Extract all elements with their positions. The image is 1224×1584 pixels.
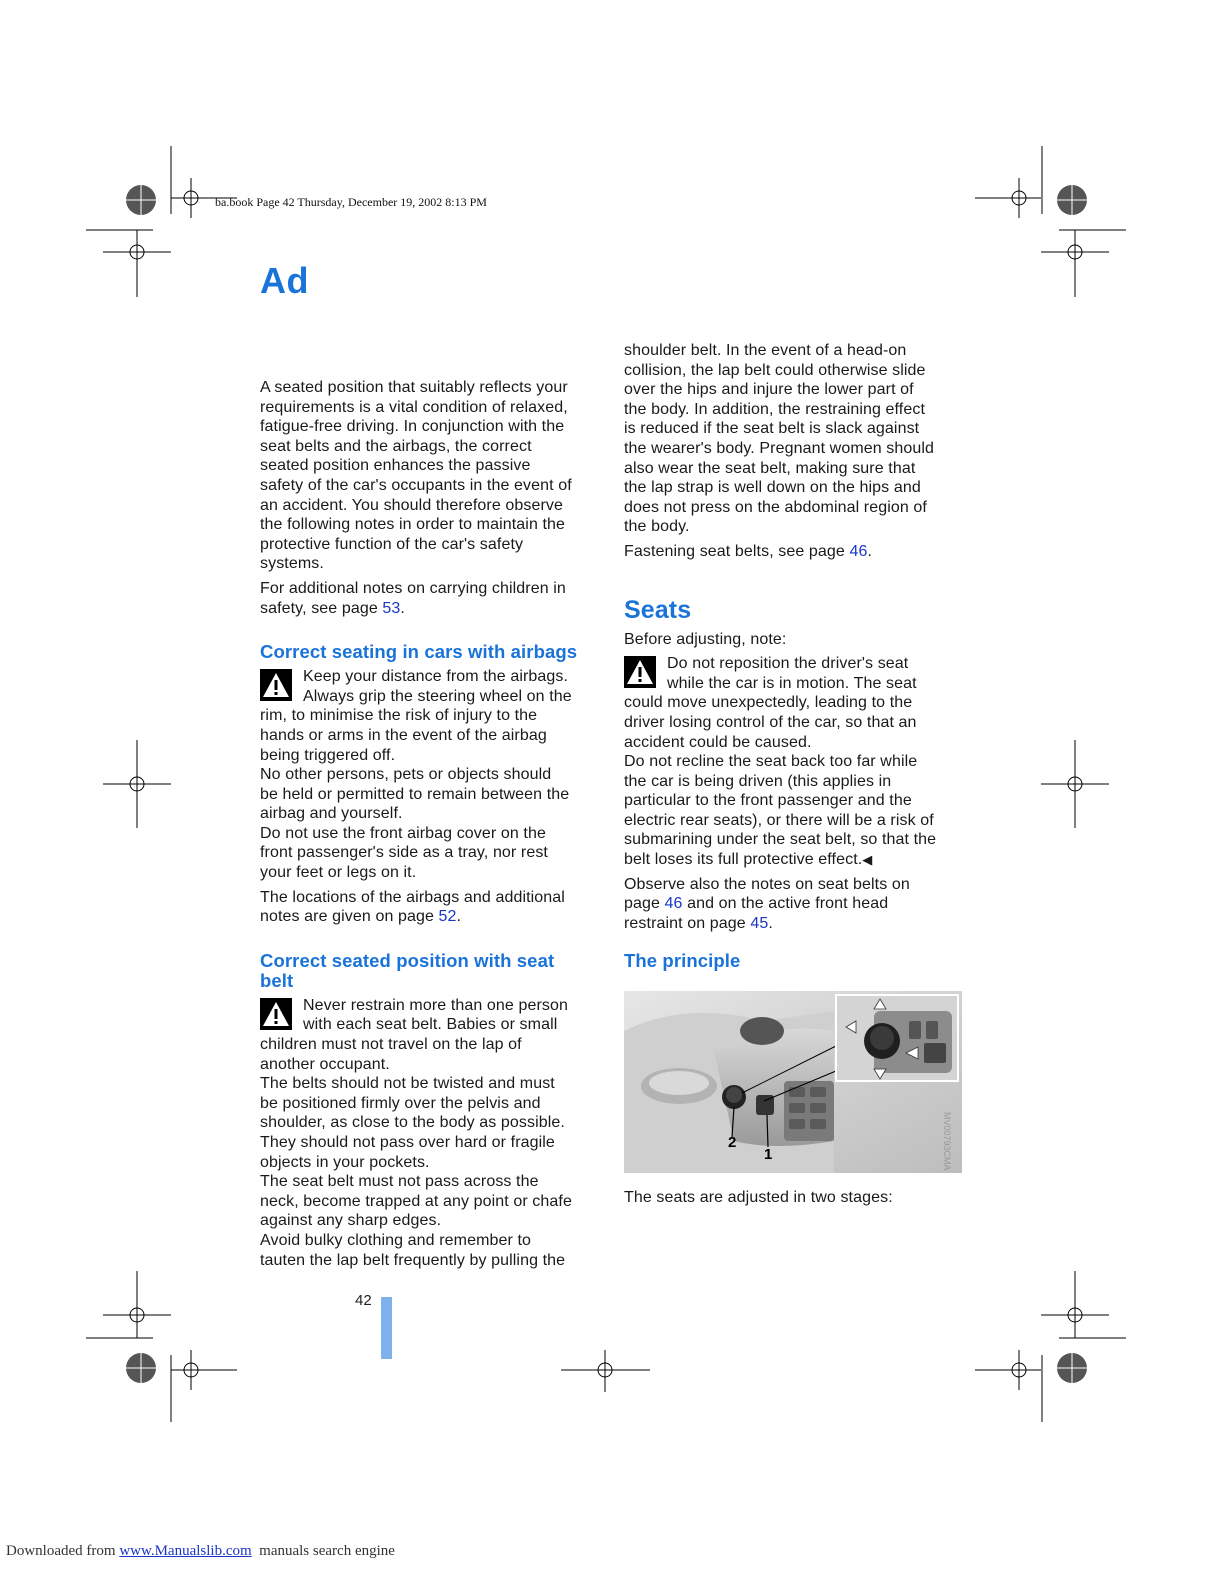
right-column — [624, 341, 962, 971]
warning-line — [624, 850, 962, 870]
heading-airbags: Correct seating in cars with airbags — [260, 641, 578, 663]
warning-line: your feet or legs on it. — [260, 864, 417, 882]
observe-text: and on the active front head — [682, 895, 889, 913]
warning-line: Avoid bulky clothing and remember to — [260, 1231, 532, 1249]
warning-line: being triggered off. — [260, 746, 396, 764]
warning-line: hands or arms in the event of the airbag — [260, 726, 547, 744]
figure-label-1: 1 — [764, 1146, 773, 1163]
period: . — [867, 542, 873, 560]
observe-text: page — [624, 895, 665, 913]
heading-line: Correct seated position with seat — [260, 949, 555, 971]
intro-line: the following notes in order to maintain the — [260, 516, 566, 534]
warning-icon — [260, 669, 292, 701]
intro-line: seat belts and the airbags, the correct — [260, 437, 532, 455]
text-line: shoulder belt. In the event of a head-on — [624, 342, 907, 359]
text-line: collision, the lap belt could otherwise slide — [624, 361, 926, 379]
text-line: the body. — [624, 518, 690, 536]
intro-line: seated position enhances the passive — [260, 457, 531, 475]
warning-line: rim, to minimise the risk of injury to the — [260, 707, 538, 725]
heading-principle: The principle — [624, 950, 741, 972]
text-line: is reduced if the seat belt is slack against — [624, 420, 920, 438]
children-line — [260, 599, 598, 619]
figure-label-2: 2 — [728, 1134, 737, 1151]
locations-line: The locations of the airbags and additional — [260, 888, 565, 906]
text-line: the wearer's body. Pregnant women should — [624, 439, 935, 457]
heading-seat-belt — [260, 951, 598, 991]
warning-line: accident could be caused. — [624, 733, 812, 751]
before-adjusting: Before adjusting, note: — [624, 630, 787, 648]
page-link-52[interactable]: 52 — [438, 908, 457, 926]
warning-icon — [260, 998, 292, 1030]
airbag-locations-paragraph — [260, 888, 598, 927]
warning-line: another occupant. — [260, 1055, 390, 1073]
fastening-text: Fastening seat belts, see page — [624, 542, 850, 560]
page-link-53[interactable]: 53 — [382, 599, 401, 617]
footer-tagline: manuals search engine — [251, 1543, 395, 1559]
intro-line: an accident. You should therefore observe — [260, 496, 563, 514]
text-line: also wear the seat belt, making sure that — [624, 459, 916, 477]
period: . — [768, 914, 773, 932]
warning-line: airbag and yourself. — [260, 805, 403, 823]
text-line: over the hips and injure the lower part of — [624, 381, 914, 399]
observe-line — [624, 914, 962, 934]
warning-line: while the car is in motion. The seat — [667, 674, 917, 692]
warning-line: Never restrain more than one person — [303, 996, 568, 1014]
warning-line: Always grip the steering wheel on the — [303, 687, 572, 705]
belt-warning — [260, 996, 598, 1270]
footer — [6, 1543, 395, 1560]
warning-line: children must not travel on the lap of — [260, 1036, 522, 1054]
seat-controls-figure — [624, 991, 962, 1173]
warning-line: They should not pass over hard or fragile — [260, 1134, 555, 1151]
left-column — [260, 378, 598, 1270]
locations-line — [260, 907, 598, 927]
warning-line: Keep your distance from the airbags. — [303, 668, 569, 686]
two-stages-text: The seats are adjusted in two stages: — [624, 1189, 893, 1206]
observe-paragraph — [624, 875, 962, 934]
warning-line: electric rear seats), or there will be a risk of — [624, 811, 934, 829]
locations-text: notes are given on page — [260, 908, 439, 926]
warning-text: belt loses its full protective effect. — [624, 851, 863, 869]
warning-line: could move unexpectedly, leading to the — [624, 694, 913, 712]
seat-warning — [624, 654, 962, 870]
manualslib-link[interactable]: www.Manualslib.com — [119, 1543, 252, 1559]
warning-line: particular to the front passenger and the — [624, 792, 912, 810]
airbag-warning — [260, 667, 598, 883]
intro-line: safety of the car's occupants in the event of — [260, 476, 572, 494]
warning-line: front passenger's side as a tray, nor rest — [260, 844, 548, 862]
warning-line: with each seat belt. Babies or small — [303, 1016, 558, 1034]
observe-line — [624, 894, 962, 914]
warning-line: shoulder, as close to the body as possible. — [260, 1114, 565, 1132]
warning-line: The belts should not be twisted and must — [260, 1075, 555, 1093]
warning-line: neck, become trapped at any point or chafe — [260, 1192, 572, 1210]
period: . — [400, 599, 405, 617]
page-number: 42 — [355, 1292, 372, 1309]
warning-line: objects in your pockets. — [260, 1153, 430, 1171]
warning-icon — [624, 656, 656, 688]
warning-line: submarining under the seat belt, so that the — [624, 831, 937, 849]
text-line: the body. In addition, the restraining effect — [624, 400, 925, 418]
warning-line: tauten the lap belt frequently by pulling the — [260, 1251, 566, 1269]
warning-line: Do not use the front airbag cover on the — [260, 824, 546, 842]
warning-line: Do not reposition the driver's seat — [667, 655, 909, 673]
belt-continued-paragraph — [624, 341, 962, 537]
intro-line: A seated position that suitably reflects your — [260, 379, 568, 396]
footer-text: Downloaded from — [6, 1543, 120, 1559]
book-header: ba.book Page 42 Thursday, December 19, 2002 8:13 PM — [215, 195, 487, 209]
warning-line: be held or permitted to remain between the — [260, 785, 570, 803]
period: . — [456, 908, 462, 926]
page-link-46[interactable]: 46 — [849, 542, 868, 560]
warning-line: No other persons, pets or objects should — [260, 766, 552, 784]
chapter-title: Ad — [260, 260, 309, 301]
intro-line: systems. — [260, 555, 324, 573]
warning-line: The seat belt must not pass across the — [260, 1173, 539, 1191]
figure-code: MV00793CMA — [942, 1112, 952, 1171]
warning-line: against any sharp edges. — [260, 1212, 442, 1230]
text-line: does not press on the abdominal region of — [624, 498, 927, 516]
end-mark-icon: ◀ — [862, 852, 873, 868]
children-line: For additional notes on carrying children in — [260, 579, 566, 597]
page-link-46[interactable]: 46 — [664, 895, 683, 913]
warning-line: driver losing control of the car, so that an — [624, 713, 917, 731]
fastening-paragraph — [624, 542, 962, 562]
text-line: the lap strap is well down on the hips and — [624, 479, 921, 497]
children-paragraph — [260, 579, 598, 618]
page-link-45[interactable]: 45 — [750, 914, 769, 932]
intro-line: protective function of the car's safety — [260, 535, 524, 553]
warning-line: the car is being driven (this applies in — [624, 772, 892, 790]
intro-line: fatigue-free driving. In conjunction with the — [260, 418, 565, 436]
children-text: safety, see page — [260, 599, 383, 617]
page-bar — [381, 1297, 392, 1359]
heading-seats: Seats — [624, 595, 692, 624]
intro-line: requirements is a vital condition of relaxed, — [260, 398, 568, 416]
heading-line: belt — [260, 969, 294, 991]
warning-line: Do not recline the seat back too far while — [624, 753, 918, 771]
intro-paragraph — [260, 378, 598, 574]
observe-line: Observe also the notes on seat belts on — [624, 875, 910, 893]
observe-text: restraint on page — [624, 914, 751, 932]
warning-line: be positioned firmly over the pelvis and — [260, 1094, 541, 1112]
